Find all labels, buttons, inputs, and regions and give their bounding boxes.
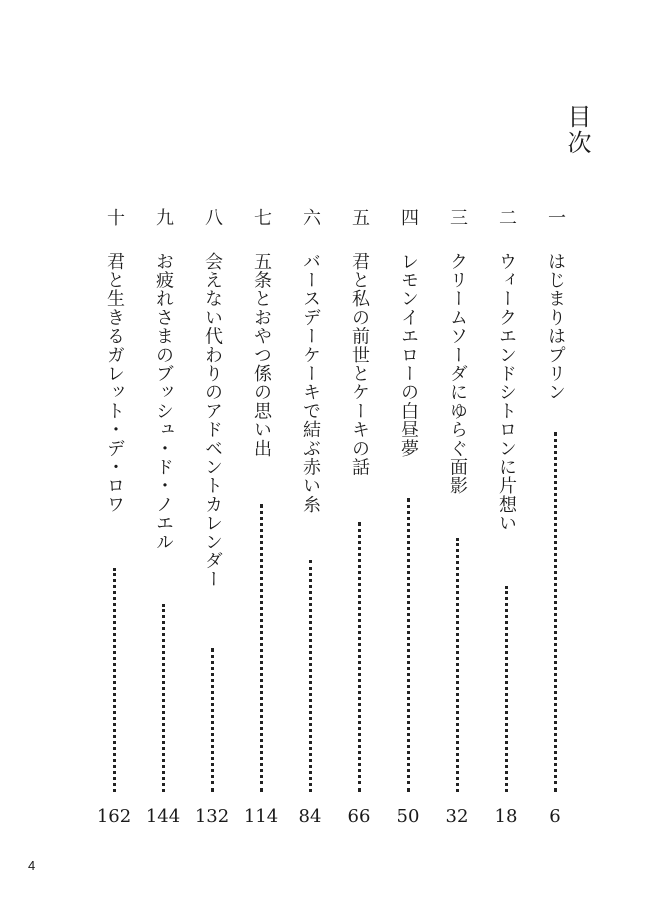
chapter-title: クリームソーダにゆらぐ面影 <box>447 252 468 496</box>
chapter-number: 十 <box>104 208 125 226</box>
chapter-number: 七 <box>251 208 272 226</box>
chapter-page-number: 132 <box>194 806 230 827</box>
chapter-title: 君と私の前世とケーキの話 <box>349 252 370 477</box>
toc-entry[interactable] <box>98 208 130 848</box>
chapter-title: バースデーケーキで結ぶ赤い糸 <box>300 252 321 514</box>
chapter-number: 一 <box>545 208 566 226</box>
chapter-title: レモンイエローの白昼夢 <box>398 252 419 458</box>
chapter-number: 三 <box>447 208 468 226</box>
dot-leader <box>504 586 508 792</box>
dot-leader <box>259 504 263 792</box>
toc-entry[interactable] <box>245 208 277 848</box>
toc-entry[interactable] <box>343 208 375 848</box>
toc-entry[interactable] <box>441 208 473 848</box>
chapter-title: 五条とおやつ係の思い出 <box>251 252 272 458</box>
chapter-page-number: 66 <box>347 806 371 827</box>
chapter-title: お疲れさまのブッシュ・ド・ノエル <box>153 252 174 552</box>
chapter-page-number: 50 <box>396 806 420 827</box>
dot-leader <box>357 522 361 792</box>
dot-leader <box>210 648 214 792</box>
toc-heading: 目次 <box>563 104 591 156</box>
toc-entry[interactable] <box>490 208 522 848</box>
dot-leader <box>112 568 116 792</box>
toc-entry[interactable] <box>539 208 571 848</box>
chapter-page-number: 84 <box>298 806 322 827</box>
chapter-number: 四 <box>398 208 419 226</box>
dot-leader <box>308 560 312 792</box>
toc-entry[interactable] <box>294 208 326 848</box>
chapter-page-number: 6 <box>549 806 561 827</box>
chapter-title: ウィークエンドシトロンに片想い <box>496 252 517 533</box>
dot-leader <box>161 604 165 792</box>
toc-entry[interactable] <box>392 208 424 848</box>
chapter-title: 会えない代わりのアドベントカレンダー <box>202 252 223 589</box>
chapter-number: 九 <box>153 208 174 226</box>
chapter-title: はじまりはプリン <box>545 252 566 402</box>
dot-leader <box>406 498 410 792</box>
toc-entry[interactable] <box>147 208 179 848</box>
chapter-page-number: 114 <box>243 806 279 827</box>
toc-entry[interactable] <box>196 208 228 848</box>
dot-leader <box>455 538 459 792</box>
chapter-number: 八 <box>202 208 223 226</box>
chapter-number: 二 <box>496 208 517 226</box>
page-number: 4 <box>28 858 36 873</box>
chapter-page-number: 144 <box>145 806 181 827</box>
chapter-title: 君と生きるガレット・デ・ロワ <box>104 252 125 514</box>
chapter-number: 六 <box>300 208 321 226</box>
chapter-page-number: 162 <box>96 806 132 827</box>
chapter-page-number: 32 <box>445 806 469 827</box>
dot-leader <box>553 432 557 792</box>
chapter-number: 五 <box>349 208 370 226</box>
chapter-page-number: 18 <box>494 806 518 827</box>
